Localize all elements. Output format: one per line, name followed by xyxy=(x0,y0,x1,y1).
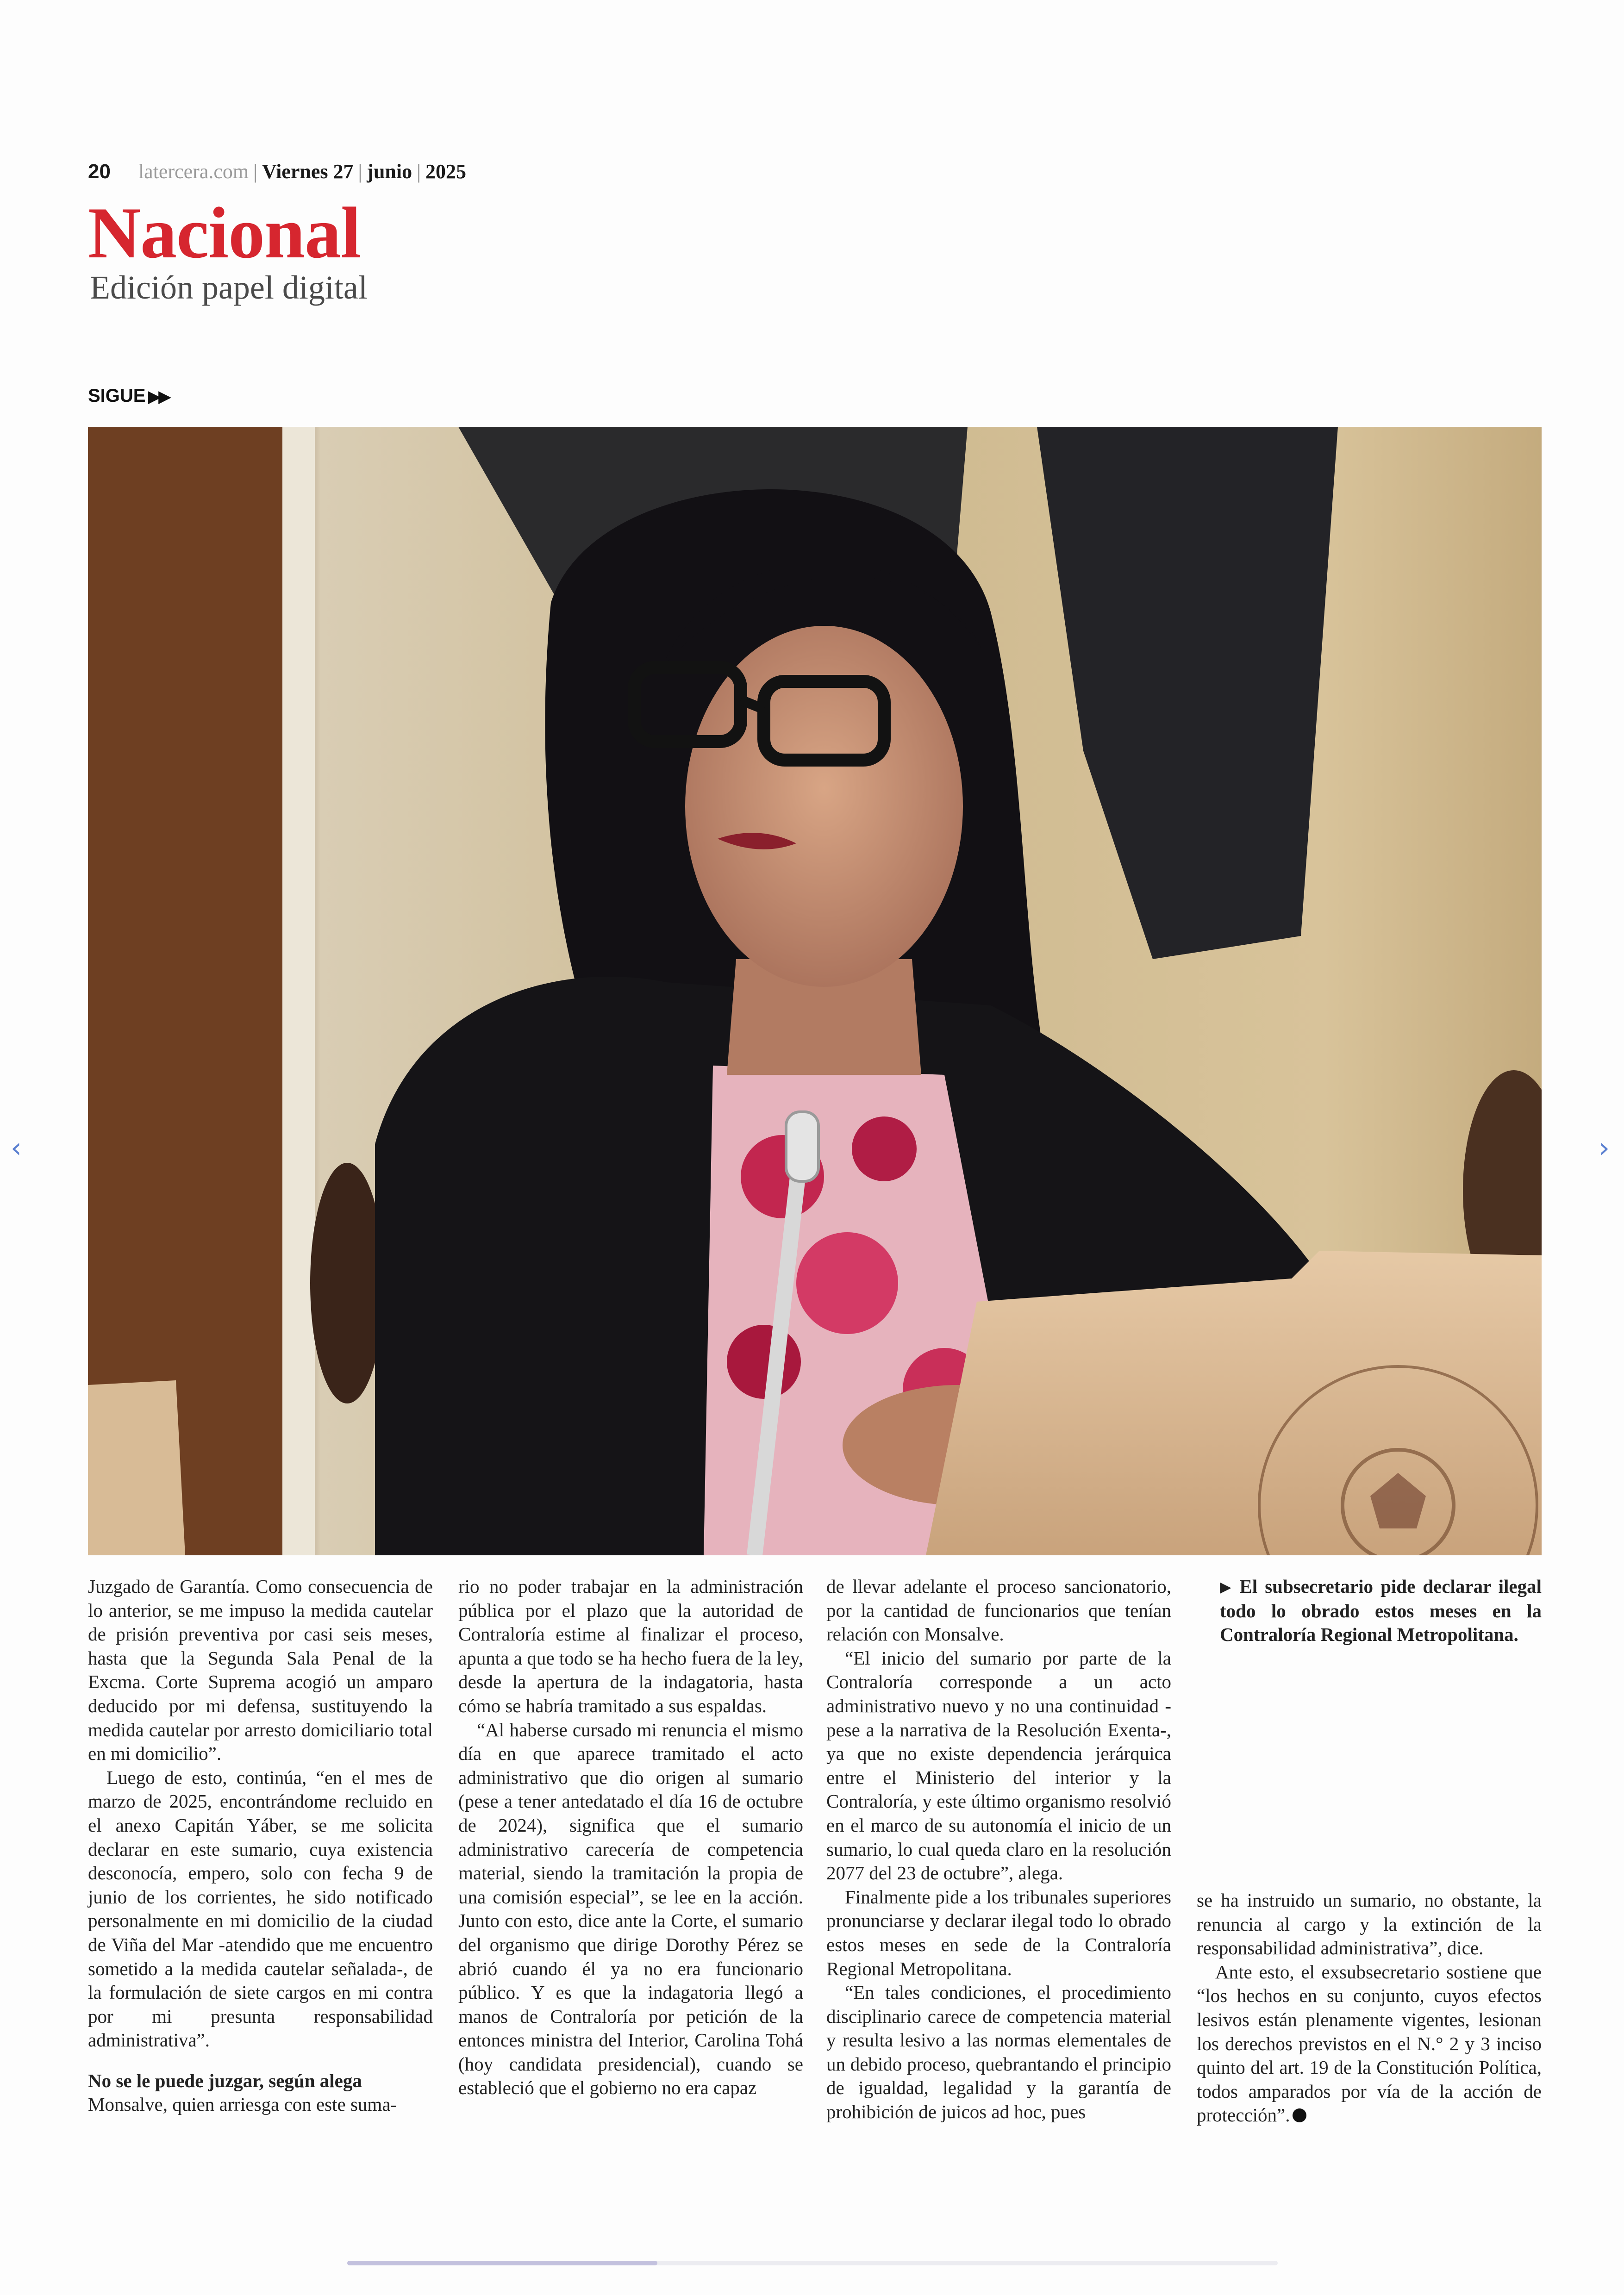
paragraph xyxy=(1197,1960,1542,2127)
section-title: Nacional xyxy=(88,193,361,274)
scrollbar-thumb[interactable] xyxy=(347,2261,657,2265)
caption-arrow-icon: ▶ xyxy=(1220,1578,1234,1596)
paragraph: “En tales condiciones, el procedimiento disciplinario carece de competencia material y resulta lesivo a las normas elementales de un debido proceso, quebrantando el principio de igualdad, legalidad y la garantía de prohibición de juicos ad hoc, pues xyxy=(826,1982,1171,2123)
paragraph: rio no poder trabajar en la administración pública por el plazo que la autoridad de Contraloría estime al finalizar el proceso, apunta a que todo se ha hecho fuera de la ley, desde la apertura de la indagatoria, hasta cómo se habría tramitado a sus espaldas. xyxy=(458,1576,803,1716)
paragraph: Luego de esto, continúa, “en el mes de marzo de 2025, encontrándome recluido en el anexo Capitán Yáber, se me solicita declarar en este sumario, cuya existencia desconocía, empero, solo con fecha 9 de junio de los corrientes, he sido notificado personalmente en mi domicilio de la ciudad de Viña del Mar -atendido que me encuentro sometido a la medida cautelar señalada-, de la formulación de siete cargos en mi contra por mi presunta responsabilidad administrativa”. xyxy=(88,1766,433,2051)
laptop-left xyxy=(88,1380,185,1555)
article-column-3 xyxy=(826,1575,1171,2124)
article-subheading: No se le puede juzgar, según alega xyxy=(88,2070,362,2091)
article-photo xyxy=(88,427,1542,1555)
article-column-2 xyxy=(458,1575,803,2100)
next-page-button[interactable]: › xyxy=(1599,1132,1610,1164)
microphone-head xyxy=(786,1112,818,1181)
date-month: junio xyxy=(367,160,412,183)
date-day: Viernes 27 xyxy=(262,160,354,183)
end-of-article-icon xyxy=(1293,2108,1306,2122)
continue-arrows-icon: ▶▶ xyxy=(148,388,169,405)
site-name[interactable]: latercera.com xyxy=(138,160,249,183)
continue-text: SIGUE xyxy=(88,386,146,406)
previous-page-button[interactable]: ‹ xyxy=(11,1132,22,1164)
paragraph-text: Ante esto, el exsubsecretario sostiene que “los hechos en su conjunto, cuyos efectos lesivos están plenamente vigentes, lesionan los derechos previstos en el N.° 2 y 3 inciso quinto del art. 19 de la Constitución Política, todos amparados por vía de la acción de protección”. xyxy=(1197,1961,1542,2126)
paragraph: Juzgado de Garantía. Como consecuencia de lo anterior, se me impuso la medida cautelar de prisión preventiva por casi seis meses, hasta que la Segunda Sala Penal de la Excma. Corte Suprema acogió un amparo deducido por mi defensa, sustituyendo la medida cautelar por arresto domiciliario total en mi domicilio”. xyxy=(88,1576,433,1765)
divider: | xyxy=(358,160,362,183)
flower-pattern xyxy=(852,1116,917,1181)
chair xyxy=(310,1163,384,1403)
caption-text: El subsecretario pide declarar ilegal todo lo obrado estos meses en la Contraloría Regional Metropolitana. xyxy=(1220,1576,1542,1646)
photo-caption xyxy=(1220,1575,1542,1647)
photo-illustration xyxy=(88,427,1542,1555)
paragraph: Monsalve, quien arriesga con este suma- xyxy=(88,2094,397,2115)
divider: | xyxy=(253,160,257,183)
page-number: 20 xyxy=(88,160,111,183)
paragraph: Finalmente pide a los tribunales superiores pronunciarse y declarar ilegal todo lo obrado estos meses en sede de la Contraloría Regional Metropolitana. xyxy=(826,1886,1171,1979)
article-column-4 xyxy=(1197,1889,1542,2127)
article-column-1 xyxy=(88,1575,433,2117)
divider: | xyxy=(417,160,421,183)
paragraph: se ha instruido un sumario, no obstante, la renuncia al cargo y la extinción de la responsabilidad administrativa”, dice. xyxy=(1197,1890,1542,1959)
flower-pattern xyxy=(796,1232,898,1334)
wall-stripe xyxy=(282,427,315,1555)
paragraph: “Al haberse cursado mi renuncia el mismo día en que aparece tramitado el acto administrativo que dio origen al sumario (pese a tener antedatado el día 16 de octubre de 2024), significa que el sumario administrativo carecería de competencia material, siendo la tramitación la propia de una comisión especial”, se lee en la acción. Junto con esto, dice ante la Corte, el sumario del organismo que dirige Dorothy Pérez se abrió cuando él ya no era funcionario público. Y es que la indagatoria llegó a manos de Contraloría por petición de la entonces ministra del Interior, Carolina Tohá (hoy candidata presidencial), cuando se estableció que el gobierno no era capaz xyxy=(458,1719,803,2099)
flower-pattern xyxy=(727,1325,801,1399)
date-year: 2025 xyxy=(425,160,466,183)
masthead-line xyxy=(88,160,466,183)
edition-subtitle: Edición papel digital xyxy=(90,269,368,306)
continue-label xyxy=(88,386,169,406)
paragraph: “El inicio del sumario por parte de la Contraloría corresponde a un acto administrativo nuevo y no una continuidad -pese a la narrativa de la Resolución Exenta-, ya que no existe dependencia jerárquica entre el Ministerio del interior y la Contraloría, y este último organismo resolvió en el marco de su autonomía el inicio de un sumario, lo cual queda claro en la resolución 2077 del 23 de octubre”, alega. xyxy=(826,1647,1171,1884)
paragraph: de llevar adelante el proceso sancionatorio, por la cantidad de funcionarios que tenían relación con Monsalve. xyxy=(826,1576,1171,1645)
